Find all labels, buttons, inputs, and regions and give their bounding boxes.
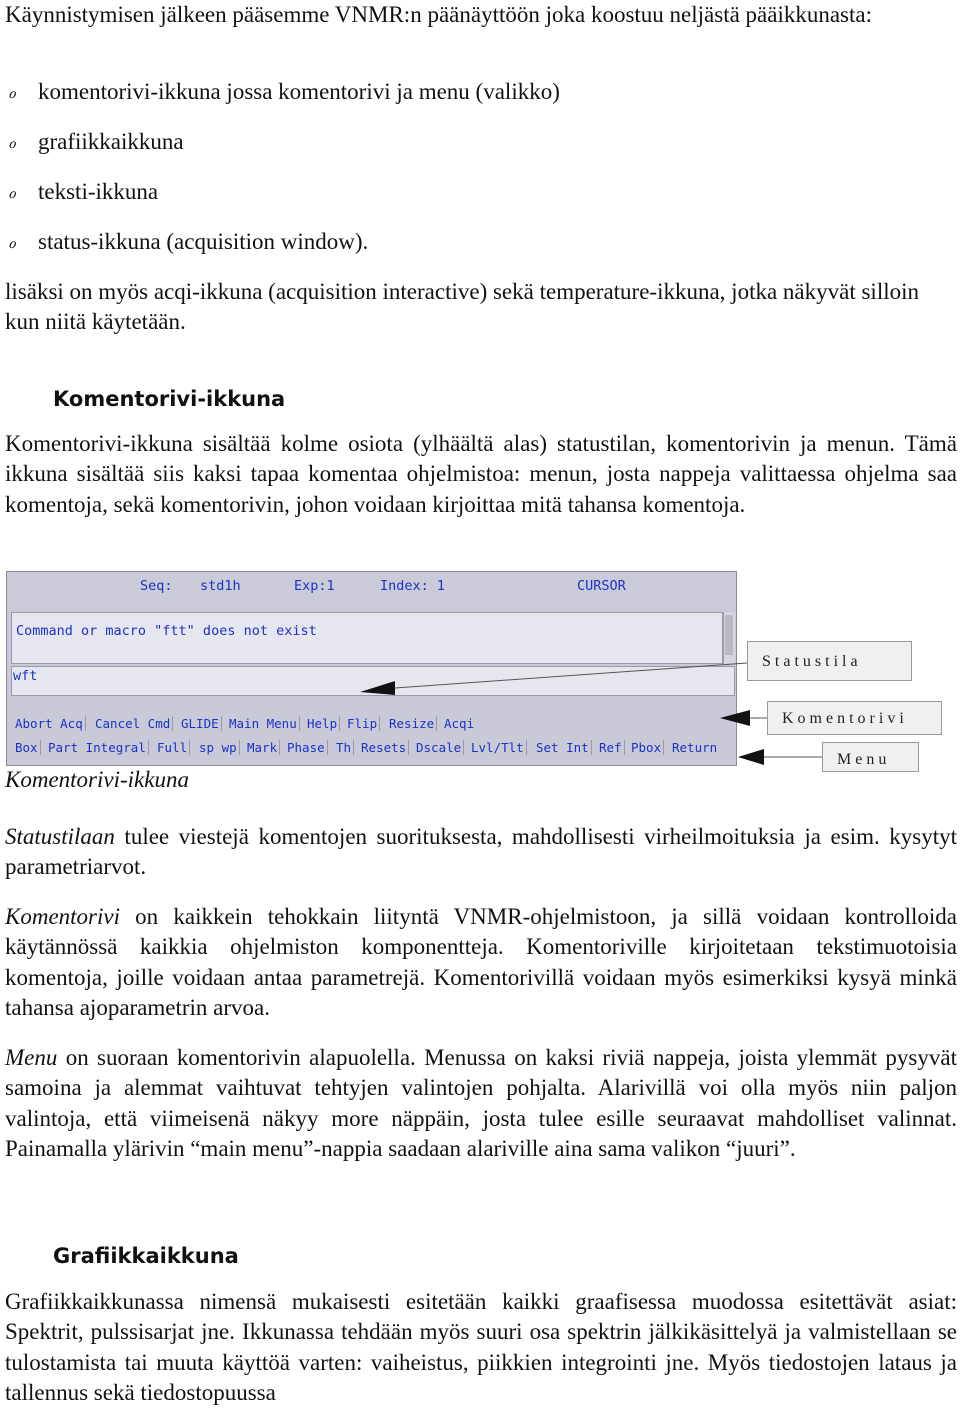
term-komentorivi: Komentorivi bbox=[5, 904, 120, 929]
status-bar bbox=[9, 574, 734, 604]
vnmr-command-window-figure bbox=[6, 571, 737, 766]
menu-button-lvl-tlt[interactable]: Lvl/Tlt bbox=[471, 740, 527, 755]
menu-button-sp-wp[interactable]: sp wp bbox=[199, 740, 240, 755]
menu-button-glide[interactable]: GLIDE bbox=[181, 716, 222, 731]
bullet-marker-icon: ℴ bbox=[8, 183, 16, 202]
command-line-input[interactable] bbox=[11, 666, 735, 696]
menu-button-ref[interactable]: Ref bbox=[599, 740, 625, 755]
menu-text: on suoraan komentorivin alapuolella. Menussa on kaksi riviä nappeja, joista ylemmät pysyvät samoina ja alemmat vaihtuvat tehtyjen valintojen pohjalta. Alarivillä voi olla myös niin paljon valintoja, että viimeisenä näkyy more näppäin, josta tulee esille seuraavat mahdolliset valinnat. Painamalla ylärivin “main menu”-nappia saadaan alariville aina sama valikon “juuri”. bbox=[5, 1045, 957, 1161]
figure-caption: Komentorivi-ikkuna bbox=[5, 767, 189, 792]
menu-button-resize[interactable]: Resize bbox=[389, 716, 437, 731]
menu-button-resets[interactable]: Resets bbox=[361, 740, 409, 755]
section-heading-komentorivi: Komentorivi-ikkuna bbox=[53, 387, 286, 411]
menu-button-acqi[interactable]: Acqi bbox=[444, 716, 475, 731]
status-exp: Exp:1 bbox=[294, 578, 335, 594]
extra-paragraph: lisäksi on myös acqi-ikkuna (acquisition interactive) sekä temperature-ikkuna, jotka näkyvät silloin kun niitä käytetään. bbox=[5, 279, 919, 335]
menu-button-help[interactable]: Help bbox=[307, 716, 340, 731]
statustila-text: tulee viestejä komentojen suorituksesta, mahdollisesti virheilmoituksia ja esim. kysytyt parametriarvot. bbox=[5, 824, 957, 880]
callout-statustila: Statustila bbox=[747, 641, 912, 681]
section-heading-grafiikkaikkuna: Grafiikkaikkuna bbox=[53, 1244, 239, 1268]
statustila-paragraph bbox=[5, 822, 957, 883]
callout-menu: Menu bbox=[822, 742, 919, 772]
menu-button-full[interactable]: Full bbox=[157, 740, 190, 755]
command-text: wft bbox=[13, 668, 38, 684]
section1-paragraph: Komentorivi-ikkuna sisältää kolme osiota (ylhäältä alas) statustilan, komentorivin ja menun. Tämä ikkuna sisältää siis kaksi tapaa komentaa ohjelmistoa: menun, josta nappeja valittaessa ohjelma saa komentoja, sekä komentorivin, johon voidaan kirjoittaa mitä tahansa komentoja. bbox=[5, 431, 957, 517]
komentorivi-paragraph bbox=[5, 902, 957, 1023]
bullet-item bbox=[8, 177, 158, 208]
intro-paragraph: Käynnistymisen jälkeen pääsemme VNMR:n päänäyttöön joka koostuu neljästä pääikkunasta: bbox=[5, 2, 872, 27]
menu-button-part-integral[interactable]: Part Integral bbox=[48, 740, 149, 755]
arrow-head-menu-icon bbox=[738, 749, 764, 765]
menu-paragraph bbox=[5, 1043, 957, 1164]
menu-button-pbox[interactable]: Pbox bbox=[631, 740, 664, 755]
section2-paragraph: Grafiikkaikkunassa nimensä mukaisesti esitetään kaikki graafisessa muodossa esitettävät asiat: Spektrit, pulssisarjat jne. Ikkunassa tehdään myös suuri osa spektrin jälkikäsittelyä ja valmistellaan se tulostamista tai muuta käyttöä varten: vaiheistus, piikkien integrointi jne. Myös tiedostojen lataus ja tallennus sekä tiedostopuussa bbox=[5, 1289, 957, 1405]
callout-komentorivi: Komentorivi bbox=[767, 701, 942, 735]
menu-button-main-menu[interactable]: Main Menu bbox=[229, 716, 300, 731]
menu-button-mark[interactable]: Mark bbox=[247, 740, 280, 755]
menu-button-box[interactable]: Box bbox=[15, 740, 41, 755]
term-statustilaan: Statustilaan bbox=[5, 824, 115, 849]
menu-button-abort-acq[interactable]: Abort Acq bbox=[15, 716, 86, 731]
bullet-text: teksti-ikkuna bbox=[38, 179, 159, 204]
bullet-marker-icon: ℴ bbox=[8, 233, 16, 252]
menu-button-set-int[interactable]: Set Int bbox=[536, 740, 592, 755]
menu-button-cancel-cmd[interactable]: Cancel Cmd bbox=[95, 716, 173, 731]
bullet-item bbox=[8, 77, 560, 108]
scrollbar-thumb[interactable] bbox=[725, 615, 733, 655]
menu-button-flip[interactable]: Flip bbox=[347, 716, 380, 731]
term-menu: Menu bbox=[5, 1045, 58, 1070]
status-index: Index: 1 bbox=[380, 578, 446, 594]
bullet-item bbox=[8, 227, 368, 258]
status-seq-label: Seq: bbox=[140, 578, 173, 594]
menu-button-return[interactable]: Return bbox=[672, 740, 718, 755]
message-area bbox=[11, 612, 723, 664]
status-cursor: CURSOR bbox=[577, 578, 626, 594]
bullet-text: komentorivi-ikkuna jossa komentorivi ja menu (valikko) bbox=[38, 79, 560, 104]
menu-button-th[interactable]: Th bbox=[336, 740, 354, 755]
bullet-text: status-ikkuna (acquisition window). bbox=[38, 229, 369, 254]
menu-button-dscale[interactable]: Dscale bbox=[416, 740, 464, 755]
status-seq-value: std1h bbox=[200, 578, 241, 594]
bullet-marker-icon: ℴ bbox=[8, 133, 16, 152]
bullet-text: grafiikkaikkuna bbox=[38, 129, 184, 154]
message-scrollbar[interactable] bbox=[723, 612, 735, 664]
menu-button-phase[interactable]: Phase bbox=[287, 740, 328, 755]
message-text: Command or macro "ftt" does not exist bbox=[16, 623, 317, 639]
bullet-item bbox=[8, 127, 184, 158]
bullet-marker-icon: ℴ bbox=[8, 83, 16, 102]
komentorivi-text: on kaikkein tehokkain liityntä VNMR-ohjelmistoon, ja sillä voidaan kontrolloida käytännössä kaikkia ohjelmiston komponentteja. Komentoriville kirjoitetaan tekstimuotoisia komentoja, joille voidaan antaa parametrejä. Komentorivillä voidaan myös esimerkiksi kysyä minkä tahansa ajoparametrin arvoa. bbox=[5, 904, 957, 1020]
